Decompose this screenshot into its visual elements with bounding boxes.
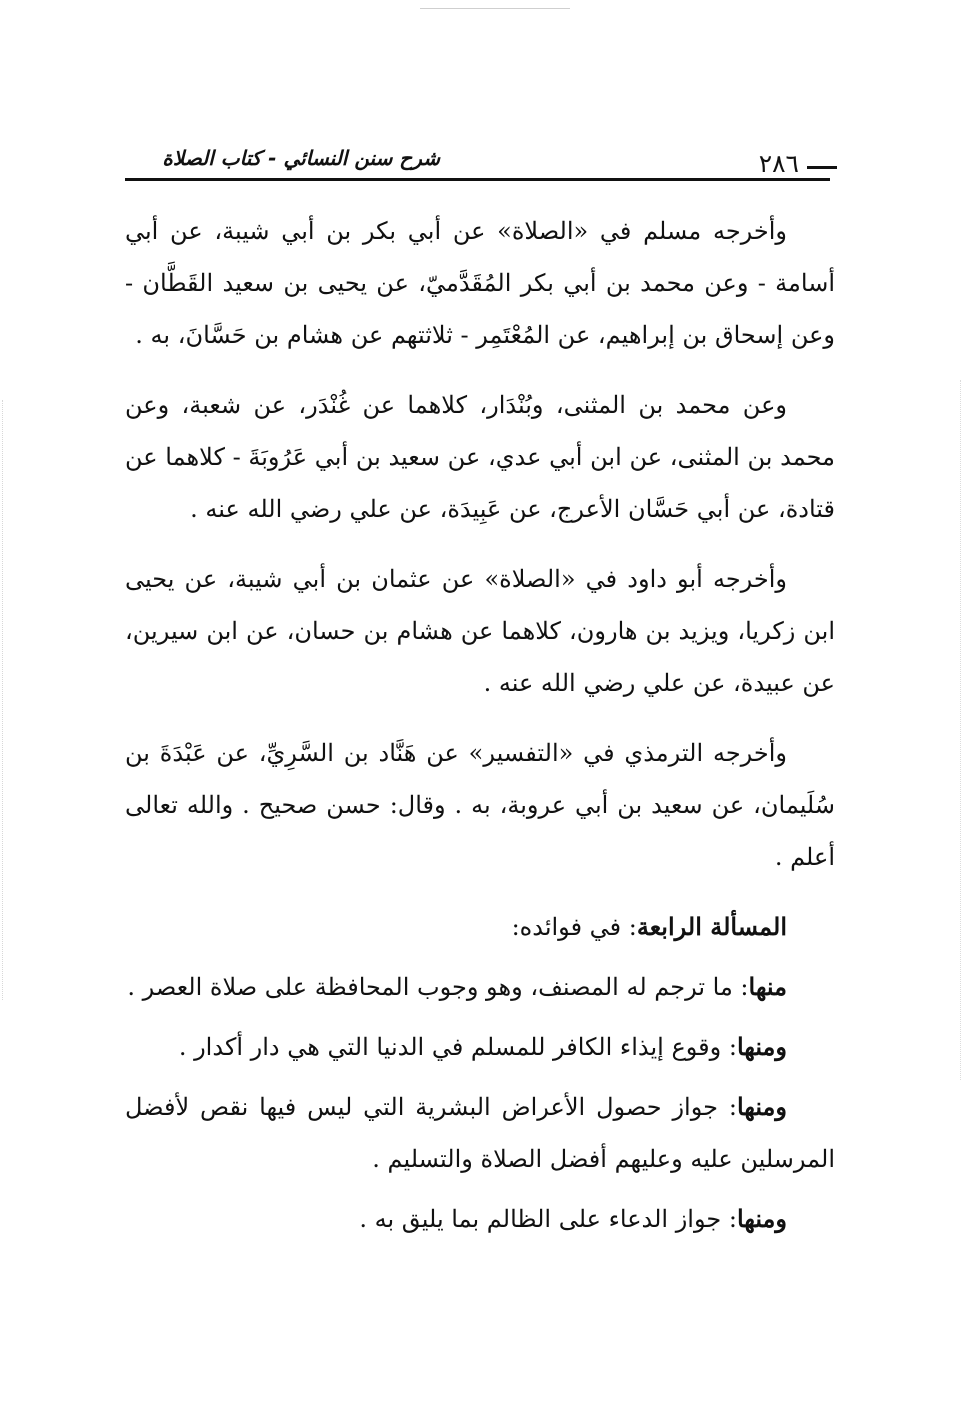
- benefit-item: [125, 1081, 835, 1185]
- header-rule: [125, 178, 830, 181]
- top-edge-line: [420, 8, 570, 9]
- benefit-item: [125, 1021, 835, 1073]
- running-head: شرح سنن النسائي - كتاب الصلاة: [162, 146, 440, 170]
- benefit-text: : وقوع إيذاء الكافر للمسلم في الدنيا التي هي دار أكدار .: [178, 1033, 737, 1061]
- benefit-lead: ومنها: [736, 1204, 787, 1233]
- benefit-lead: ومنها: [736, 1032, 787, 1061]
- paragraph-muslim: وأخرجه مسلم في «الصلاة» عن أبي بكر بن أبي شيبة، عن أبي أسامة - وعن محمد بن أبي بكر المُقَدَّميّ، عن يحيى بن سعيد القَطَّان - وعن إسحاق بن إبراهيم، عن المُعْتَمِر - ثلاثتهم عن هشام بن حَسَّانَ، به .: [125, 217, 835, 349]
- paragraph-tirmidhi: وأخرجه الترمذي في «التفسير» عن هَنَّاد بن السَّرِيِّ، عن عَبْدَةَ بن سُلَيمان، عن سعيد بن أبي عروبة، به . وقال: حسن صحيح . والله تعالى أعلم .: [125, 739, 835, 871]
- left-margin-mark: [2, 400, 3, 1000]
- paragraph-abu-dawud: وأخرجه أبو داود في «الصلاة» عن عثمان بن أبي شيبة، عن يحيى ابن زكريا، ويزيد بن هارون، كلاهما عن هشام بن حسان، عن ابن سيرين، عن عبيدة، عن علي رضي الله عنه .: [125, 565, 835, 697]
- section-title: المسألة الرابعة: [636, 912, 787, 941]
- benefit-text: : ما ترجم له المصنف، وهو وجوب المحافظة على صلاة العصر .: [127, 973, 749, 1001]
- section-subtitle: : في فوائده:: [511, 913, 637, 941]
- benefit-text: : جواز الدعاء على الظالم بما يليق به .: [359, 1205, 737, 1233]
- benefit-text: : جواز حصول الأعراض البشرية التي ليس فيها نقص لأفضل المرسلين عليه وعليهم أفضل الصلاة والتسليم .: [125, 1093, 835, 1173]
- page-number: ٢٨٦: [758, 149, 799, 178]
- right-margin-mark: [960, 380, 961, 1080]
- benefit-lead: ومنها: [736, 1092, 787, 1121]
- benefit-item: [125, 961, 835, 1013]
- benefit-lead: منها: [748, 972, 787, 1001]
- benefit-item: [125, 1193, 835, 1245]
- body-text: [125, 205, 835, 1249]
- paragraph-muslim-continued: وعن محمد بن المثنى، وبُنْدَار، كلاهما عن غُنْدَر، عن شعبة، وعن محمد بن المثنى، عن ابن أبي عدي، عن سعيد بن أبي عَرُوبَةَ - كلاهما عن قتادة، عن أبي حَسَّان الأعرج، عن عَبِيدَة، عن علي رضي الله عنه .: [125, 391, 836, 523]
- section-heading: [125, 901, 835, 953]
- header-dash: [807, 166, 837, 169]
